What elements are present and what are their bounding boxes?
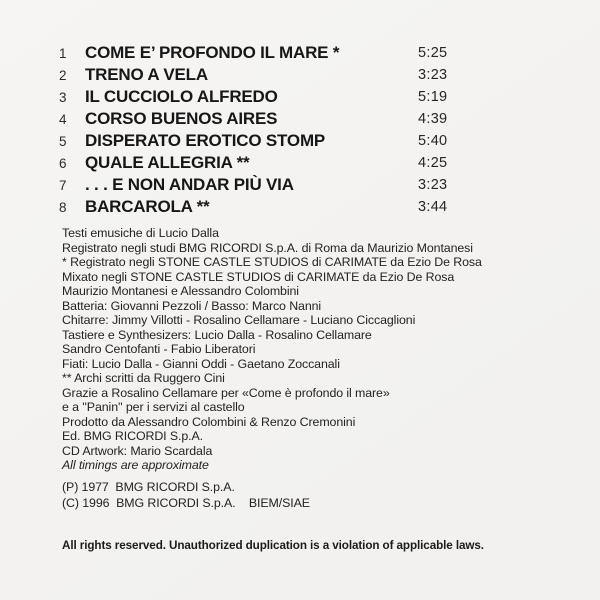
track-row bbox=[0, 130, 600, 152]
copyright-block bbox=[62, 480, 310, 511]
track-number: 1 bbox=[59, 46, 67, 61]
track-number: 6 bbox=[59, 156, 67, 171]
credits-line: CD Artwork: Mario Scardala bbox=[62, 443, 213, 458]
track-row bbox=[0, 152, 600, 174]
track-number: 7 bbox=[59, 178, 67, 193]
credits-line: Grazie a Rosalino Cellamare per «Come è profondo il mare» bbox=[62, 385, 390, 400]
track-number: 4 bbox=[59, 112, 67, 127]
track-list bbox=[0, 42, 600, 218]
track-title: . . . E NON ANDAR PIÙ VIA bbox=[85, 175, 294, 194]
credits-line: Mixato negli STONE CASTLE STUDIOS di CARIMATE da Ezio De Rosa bbox=[62, 269, 455, 284]
phonogram-copyright-line: (P) 1977 BMG RICORDI S.p.A. bbox=[62, 480, 235, 494]
track-row bbox=[0, 174, 600, 196]
track-title: TRENO A VELA bbox=[85, 65, 208, 84]
credits-line: ** Archi scritti da Ruggero Cini bbox=[62, 371, 225, 385]
copyright-line: (C) 1996 BMG RICORDI S.p.A. BIEM/SIAE bbox=[62, 495, 310, 510]
credits-line: e a ''Panin'' per i servizi al castello bbox=[62, 400, 245, 414]
track-number: 8 bbox=[59, 200, 67, 215]
track-duration: 5:19 bbox=[418, 89, 448, 105]
track-duration: 5:25 bbox=[418, 45, 448, 61]
track-title: IL CUCCIOLO ALFREDO bbox=[85, 87, 278, 106]
track-row bbox=[0, 86, 600, 108]
legal-notice: All rights reserved. Unauthorized duplication is a violation of applicable laws. bbox=[62, 539, 484, 552]
track-title: QUALE ALLEGRIA ** bbox=[85, 153, 250, 172]
credits-line: Prodotto da Alessandro Colombini & Renzo Cremonini bbox=[62, 414, 356, 429]
track-duration: 4:39 bbox=[418, 111, 448, 127]
credits-line: Batteria: Giovanni Pezzoli / Basso: Marco Nanni bbox=[62, 298, 322, 313]
credits-line: * Registrato negli STONE CASTLE STUDIOS di CARIMATE da Ezio De Rosa bbox=[62, 255, 482, 269]
credits-block bbox=[62, 226, 482, 473]
track-row bbox=[0, 64, 600, 86]
credits-line: Chitarre: Jimmy Villotti - Rosalino Cellamare - Luciano Ciccaglioni bbox=[62, 313, 416, 327]
track-title: CORSO BUENOS AIRES bbox=[85, 109, 278, 128]
track-row bbox=[0, 42, 600, 64]
track-title: BARCAROLA ** bbox=[85, 197, 210, 216]
credits-line: Maurizio Montanesi e Alessandro Colombini bbox=[62, 284, 299, 298]
timings-note: All timings are approximate bbox=[62, 458, 209, 472]
track-duration: 4:25 bbox=[418, 155, 448, 171]
track-duration: 5:40 bbox=[418, 133, 448, 149]
credits-line: Testi emusiche di Lucio Dalla bbox=[62, 226, 219, 240]
track-title: COME E’ PROFONDO IL MARE * bbox=[85, 43, 340, 62]
credits-line: Tastiere e Synthesizers: Lucio Dalla - Rosalino Cellamare bbox=[62, 327, 372, 342]
credits-line: Ed. BMG RICORDI S.p.A. bbox=[62, 429, 204, 443]
track-duration: 3:23 bbox=[418, 67, 448, 83]
track-row bbox=[0, 196, 600, 218]
track-number: 3 bbox=[59, 90, 67, 105]
track-title: DISPERATO EROTICO STOMP bbox=[85, 131, 326, 150]
track-row bbox=[0, 108, 600, 130]
credits-line: Fiati: Lucio Dalla - Gianni Oddi - Gaetano Zoccanali bbox=[62, 356, 340, 371]
track-number: 5 bbox=[59, 134, 67, 149]
credits-line: Registrato negli studi BMG RICORDI S.p.A. di Roma da Maurizio Montanesi bbox=[62, 240, 473, 255]
credits-line: Sandro Centofanti - Fabio Liberatori bbox=[62, 342, 256, 356]
track-duration: 3:23 bbox=[418, 177, 448, 193]
track-duration: 3:44 bbox=[418, 199, 448, 215]
track-number: 2 bbox=[59, 68, 67, 83]
